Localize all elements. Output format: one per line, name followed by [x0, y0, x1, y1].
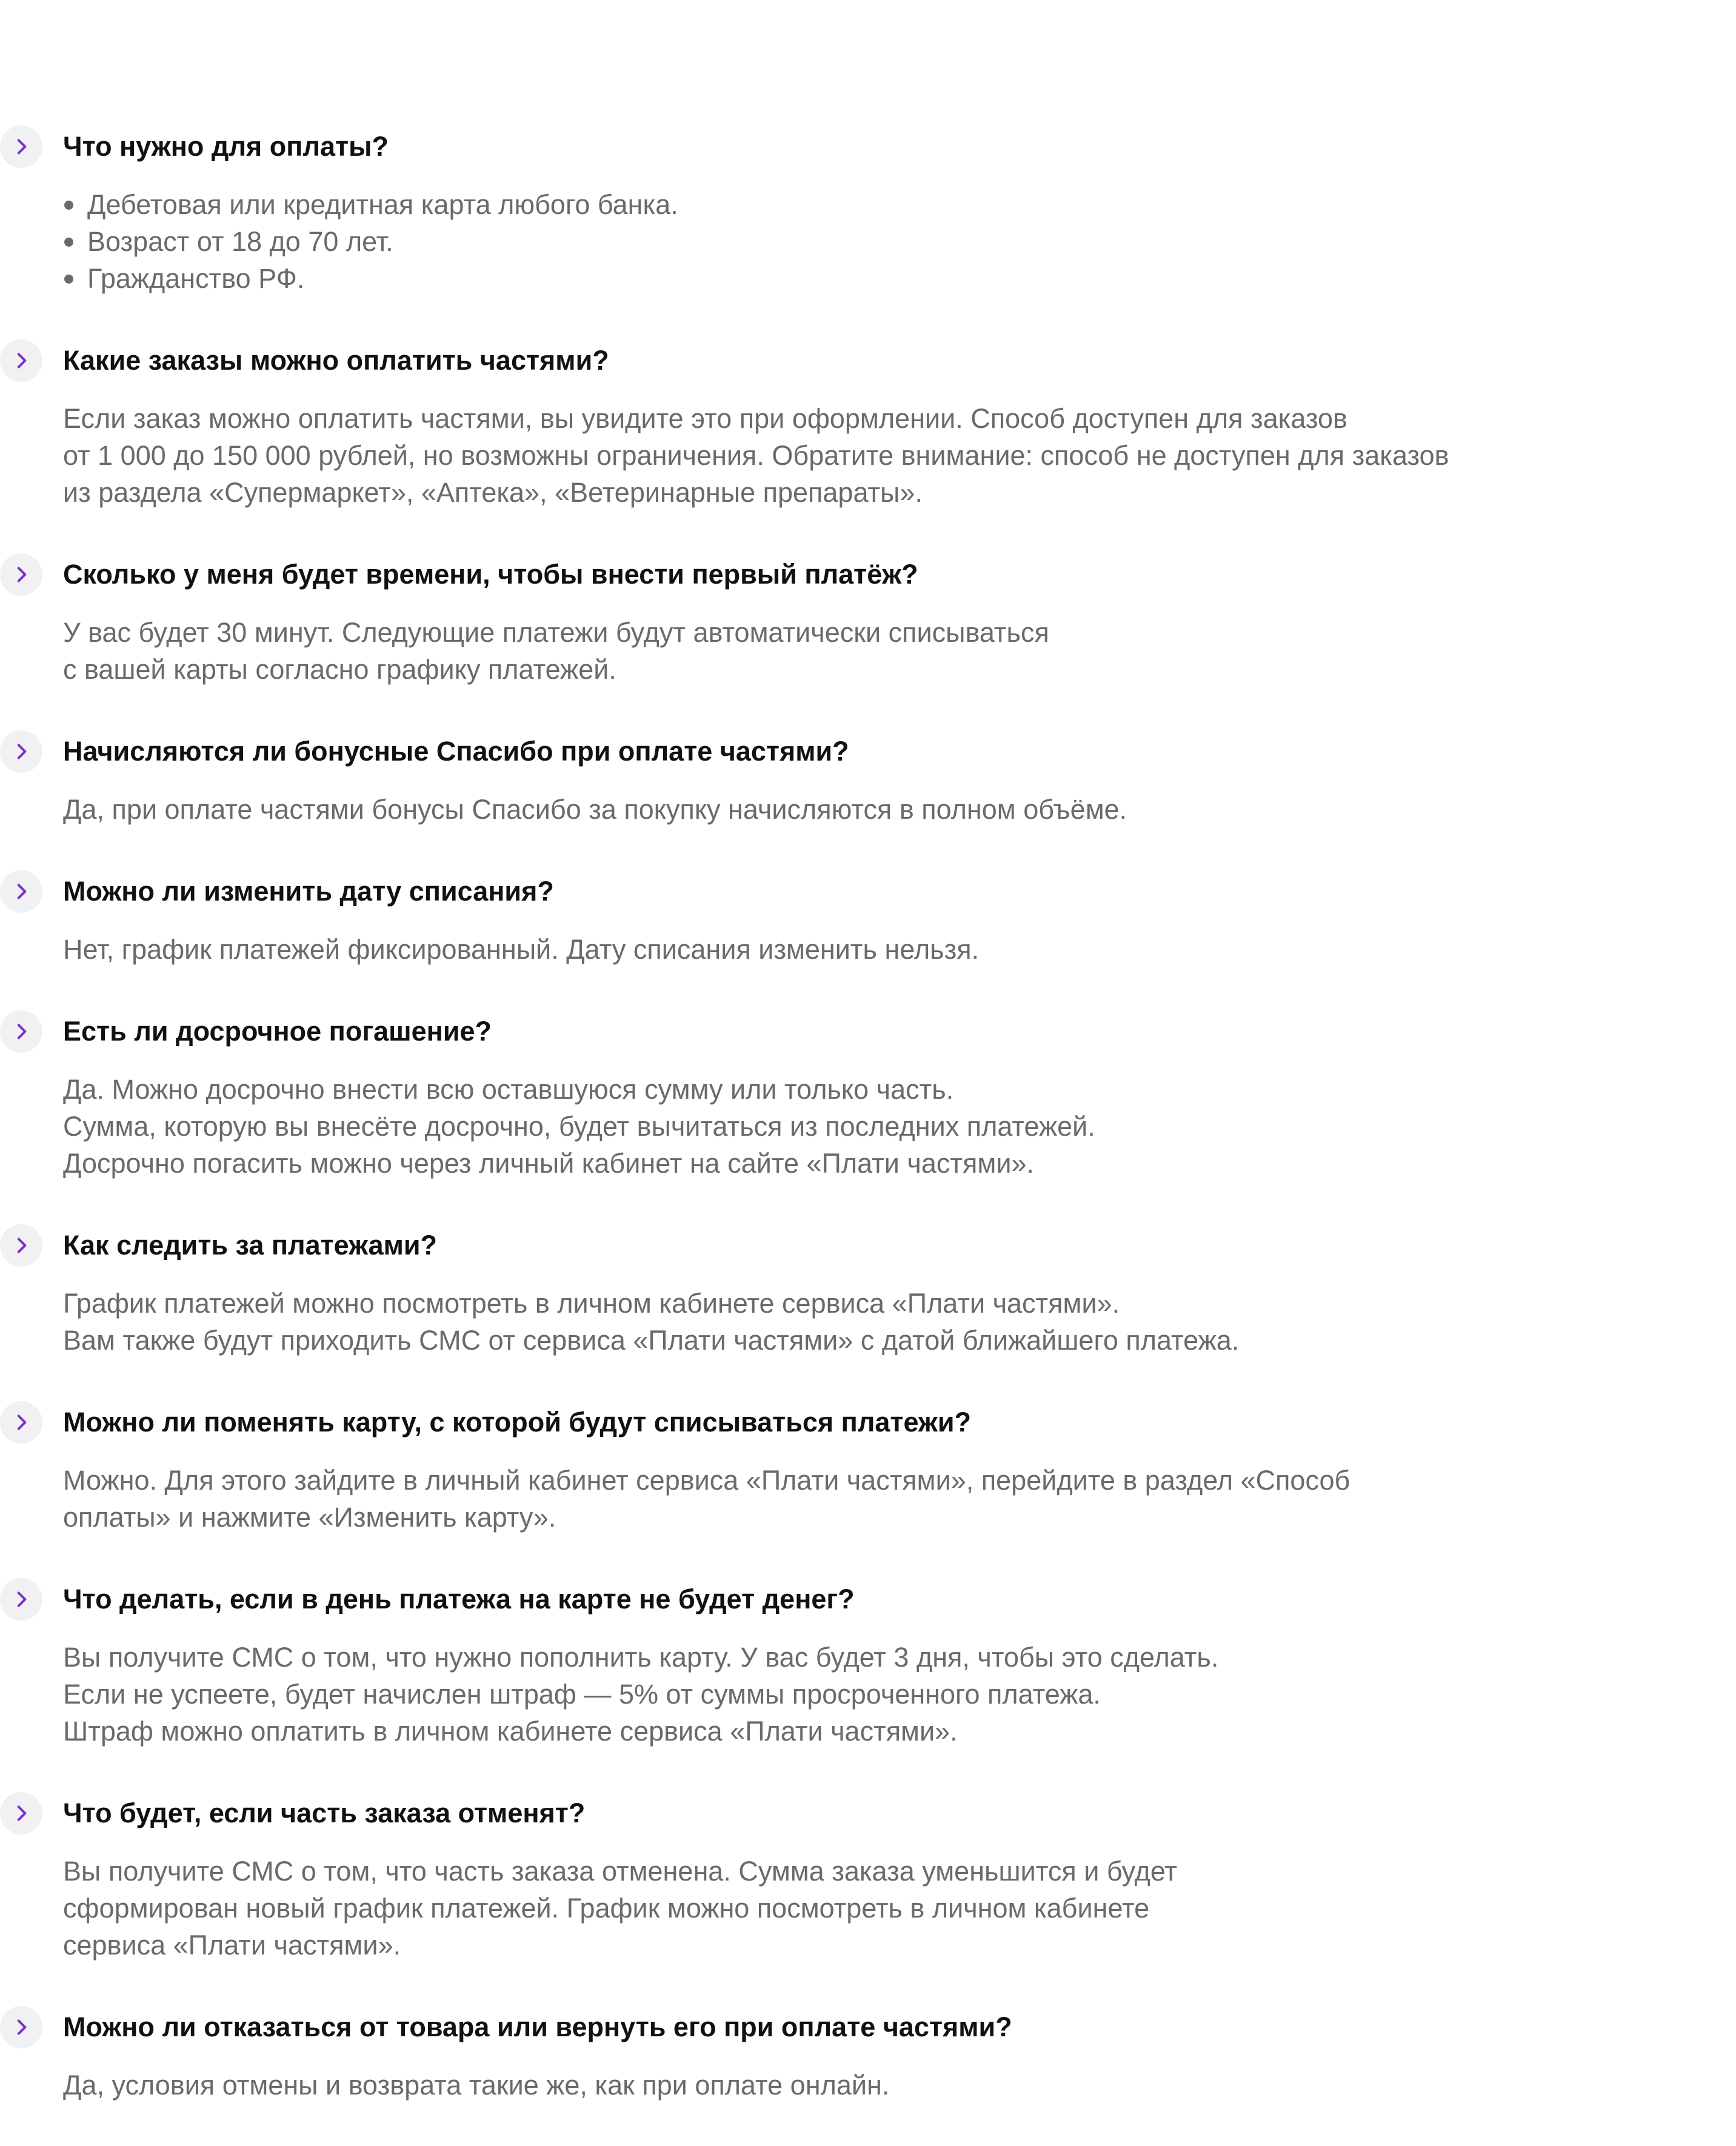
faq-answer-line: Нет, график платежей фиксированный. Дату списания изменить нельзя.	[63, 934, 980, 965]
faq-answer-bullet: Дебетовая или кредитная карта любого банка.	[63, 186, 1736, 223]
faq-answer-line: с вашей карты согласно графику платежей.	[63, 654, 616, 685]
faq-item-7	[0, 1224, 1736, 1359]
faq-answer-line: У вас будет 30 минут. Следующие платежи будут автоматически списываться	[63, 617, 1049, 648]
faq-answer-line: Да. Можно досрочно внести всю оставшуюся сумму или только часть.	[63, 1074, 954, 1105]
faq-question-text[interactable]: Что будет, если часть заказа отменят?	[63, 1798, 586, 1828]
faq-question-text[interactable]: Можно ли изменить дату списания?	[63, 876, 554, 907]
chevron-right-icon[interactable]	[0, 2006, 42, 2048]
chevron-right-icon[interactable]	[0, 553, 42, 596]
faq-question[interactable]	[63, 339, 1736, 382]
faq-question-text[interactable]: Можно ли поменять карту, с которой будут списываться платежи?	[63, 1407, 971, 1438]
faq-question-text[interactable]: Есть ли досрочное погашение?	[63, 1016, 492, 1047]
faq-answer-line: Вы получите СМС о том, что часть заказа отменена. Сумма заказа уменьшится и будет	[63, 1856, 1178, 1887]
chevron-right-icon[interactable]	[0, 1224, 42, 1267]
faq-item-8	[0, 1401, 1736, 1536]
faq-question[interactable]	[63, 1401, 1736, 1444]
faq-question[interactable]	[63, 1578, 1736, 1621]
faq-answer-line: оплаты» и нажмите «Изменить карту».	[63, 1502, 556, 1533]
faq-question-text[interactable]: Какие заказы можно оплатить частями?	[63, 345, 609, 376]
faq-answer	[63, 791, 1736, 828]
faq-question-text[interactable]: Сколько у меня будет времени, чтобы внести первый платёж?	[63, 559, 918, 590]
faq-answer	[63, 1285, 1736, 1359]
faq-item-1	[0, 125, 1736, 297]
chevron-right-icon[interactable]	[0, 125, 42, 168]
faq-item-3	[0, 553, 1736, 688]
chevron-right-icon[interactable]	[0, 1578, 42, 1621]
faq-answer-bullet: Возраст от 18 до 70 лет.	[63, 223, 1736, 260]
chevron-right-icon[interactable]	[0, 1401, 42, 1444]
faq-answer-line: Если не успеете, будет начислен штраф — 5% от суммы просроченного платежа.	[63, 1679, 1101, 1710]
faq-answer-bullet-list	[63, 186, 1736, 297]
faq-answer-line: Да, при оплате частями бонусы Спасибо за покупку начисляются в полном объёме.	[63, 794, 1127, 825]
faq-item-9	[0, 1578, 1736, 1750]
faq-answer-line: из раздела «Супермаркет», «Аптека», «Ветеринарные препараты».	[63, 477, 923, 508]
faq-answer	[63, 2067, 1736, 2104]
faq-question[interactable]	[63, 1010, 1736, 1053]
faq-item-2	[0, 339, 1736, 511]
faq-question-text[interactable]: Как следить за платежами?	[63, 1230, 438, 1261]
faq-answer-line: Вам также будут приходить СМС от сервиса «Плати частями» с датой ближайшего платежа.	[63, 1325, 1240, 1356]
faq-answer-line: сервиса «Плати частями».	[63, 1930, 401, 1961]
chevron-right-icon[interactable]	[0, 1010, 42, 1053]
faq-answer-line: Штраф можно оплатить в личном кабинете сервиса «Плати частями».	[63, 1716, 958, 1747]
faq-question-text[interactable]: Начисляются ли бонусные Спасибо при оплате частями?	[63, 736, 849, 767]
faq-question-text[interactable]: Что нужно для оплаты?	[63, 131, 389, 162]
faq-answer-line: от 1 000 до 150 000 рублей, но возможны ограничения. Обратите внимание: способ не доступен для заказов	[63, 440, 1449, 471]
faq-answer-line: Можно. Для этого зайдите в личный кабинет сервиса «Плати частями», перейдите в раздел «Способ	[63, 1465, 1350, 1496]
faq-answer-line: Если заказ можно оплатить частями, вы увидите это при оформлении. Способ доступен для заказов	[63, 403, 1347, 434]
faq-question[interactable]	[63, 2006, 1736, 2048]
faq-answer	[63, 1071, 1736, 1182]
faq-item-5	[0, 870, 1736, 968]
faq-answer-line: Досрочно погасить можно через личный кабинет на сайте «Плати частями».	[63, 1148, 1034, 1179]
faq-answer-line: сформирован новый график платежей. График можно посмотреть в личном кабинете	[63, 1893, 1150, 1924]
faq-answer	[63, 186, 1736, 297]
faq-answer-bullet: Гражданство РФ.	[63, 260, 1736, 297]
faq-answer	[63, 931, 1736, 968]
faq-question[interactable]	[63, 730, 1736, 773]
faq-answer-line: Вы получите СМС о том, что нужно пополнить карту. У вас будет 3 дня, чтобы это сделать.	[63, 1642, 1219, 1673]
chevron-right-icon[interactable]	[0, 339, 42, 382]
faq-question[interactable]	[63, 125, 1736, 168]
faq-item-6	[0, 1010, 1736, 1182]
faq-item-4	[0, 730, 1736, 828]
faq-question[interactable]	[63, 553, 1736, 596]
chevron-right-icon[interactable]	[0, 730, 42, 773]
faq-answer	[63, 614, 1736, 688]
faq-answer	[63, 1853, 1736, 1964]
faq-answer-line: Сумма, которую вы внесёте досрочно, будет вычитаться из последних платежей.	[63, 1111, 1095, 1142]
faq-item-10	[0, 1792, 1736, 1964]
faq-answer	[63, 400, 1736, 511]
faq-answer	[63, 1462, 1736, 1536]
chevron-right-icon[interactable]	[0, 870, 42, 913]
faq-answer-line: График платежей можно посмотреть в личном кабинете сервиса «Плати частями».	[63, 1288, 1120, 1319]
faq-item-11	[0, 2006, 1736, 2104]
faq-question[interactable]	[63, 870, 1736, 913]
faq-answer	[63, 1639, 1736, 1750]
faq-question-text[interactable]: Можно ли отказаться от товара или вернуть его при оплате частями?	[63, 2011, 1012, 2042]
faq-question[interactable]	[63, 1792, 1736, 1834]
faq-answer-line: Да, условия отмены и возврата такие же, как при оплате онлайн.	[63, 2070, 890, 2101]
faq-question[interactable]	[63, 1224, 1736, 1267]
faq-list	[0, 125, 1736, 2146]
chevron-right-icon[interactable]	[0, 1792, 42, 1834]
faq-question-text[interactable]: Что делать, если в день платежа на карте не будет денег?	[63, 1584, 855, 1614]
